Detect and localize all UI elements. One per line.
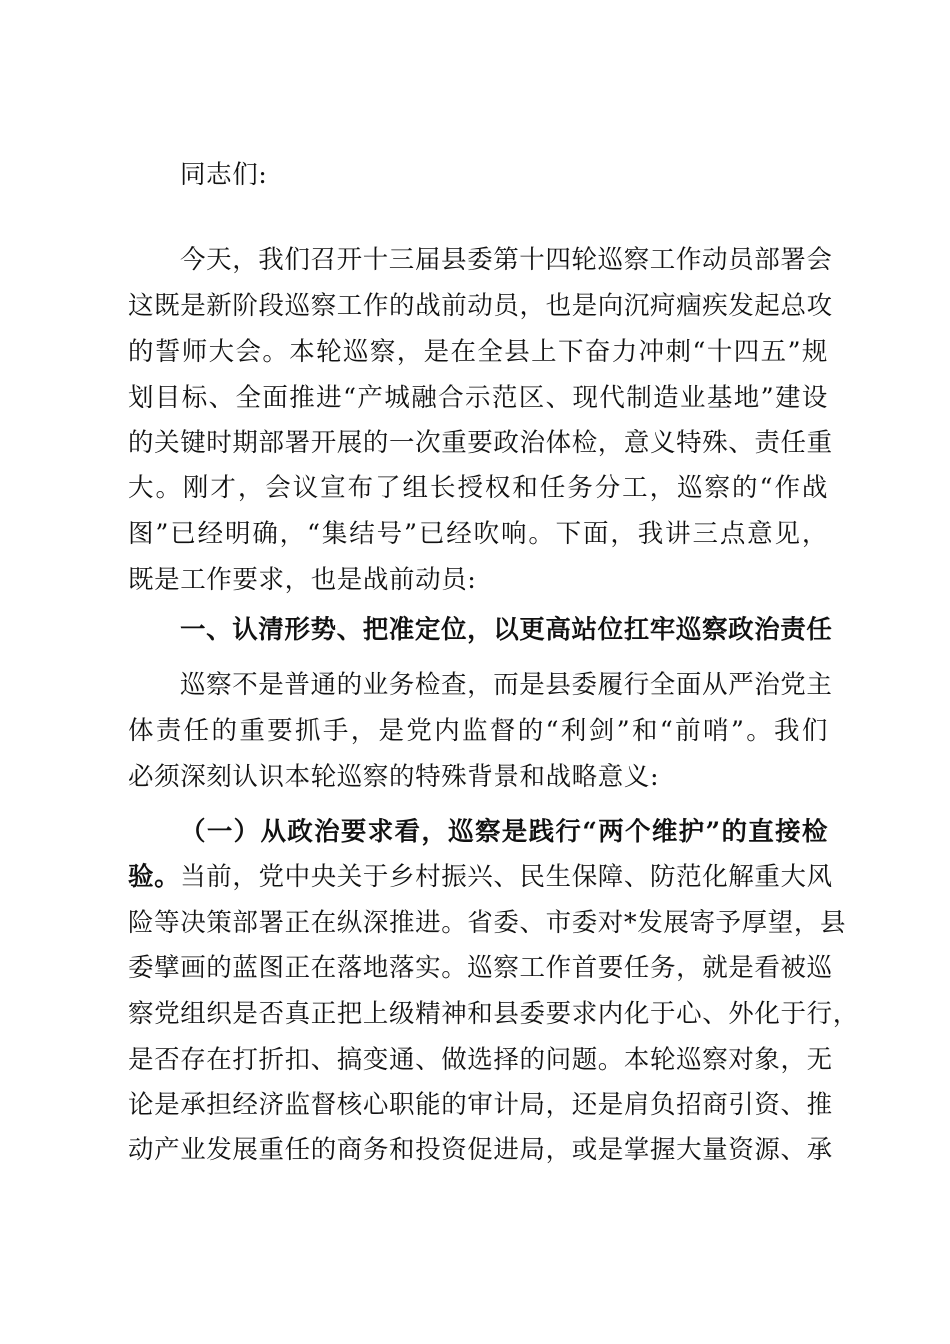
para3-line-8: 动产业发展重任的商务和投资促进局，或是掌握大量资源、承 [128, 1135, 833, 1165]
para1-line-7: 图”已经明确，“集结号”已经吹响。下面，我讲三点意见， [128, 519, 828, 549]
subheading-1-end: 验。 [128, 862, 181, 892]
para3-line-5: 察党组织是否真正把上级精神和县委要求内化于心、外化于行， [128, 999, 859, 1029]
para1-line-5: 的关键时期部署开展的一次重要政治体检，意义特殊、责任重 [128, 428, 833, 458]
subheading-1: （一）从政治要求看，巡察是践行“两个维护”的直接检 [180, 817, 828, 847]
para2-line-3: 必须深刻认识本轮巡察的特殊背景和战略意义: [128, 762, 660, 792]
para3-line-6: 是否存在打折扣、搞变通、做选择的问题。本轮巡察对象，无 [128, 1045, 833, 1075]
para1-line-3: 的誓师大会。本轮巡察，是在全县上下奋力冲刺“十四五”规 [128, 337, 828, 367]
para3-line-7: 论是承担经济监督核心职能的审计局，还是肩负招商引资、推 [128, 1090, 833, 1120]
para1-line-8: 既是工作要求，也是战前动员: [128, 565, 477, 595]
para1-line-2: 这既是新阶段巡察工作的战前动员，也是向沉疴痼疾发起总攻 [128, 291, 833, 321]
para1-line-1: 今天，我们召开十三届县委第十四轮巡察工作动员部署会 [180, 245, 833, 275]
para1-line-4: 划目标、全面推进“产城融合示范区、现代制造业基地”建设 [128, 383, 828, 413]
para3-line-3: 险等决策部署正在纵深推进。省委、市委对*发展寄予厚望，县 [128, 908, 847, 938]
para3-line-4: 委擘画的蓝图正在落地落实。巡察工作首要任务，就是看被巡 [128, 953, 833, 983]
section-heading-1: 一、认清形势、把准定位，以更高站位扛牢巡察政治责任 [180, 615, 833, 645]
para1-line-6: 大。刚才，会议宣布了组长授权和任务分工，巡察的“作战 [128, 473, 828, 503]
para3-line-2 [128, 862, 833, 892]
para2-line-1: 巡察不是普通的业务检查，而是县委履行全面从严治党主 [180, 670, 833, 700]
para2-line-2: 体责任的重要抓手，是党内监督的“利剑”和“前哨”。我们 [128, 716, 828, 746]
greeting: 同志们: [180, 160, 268, 190]
para3-line-2-text: 当前，党中央关于乡村振兴、民生保障、防范化解重大风 [180, 862, 833, 892]
